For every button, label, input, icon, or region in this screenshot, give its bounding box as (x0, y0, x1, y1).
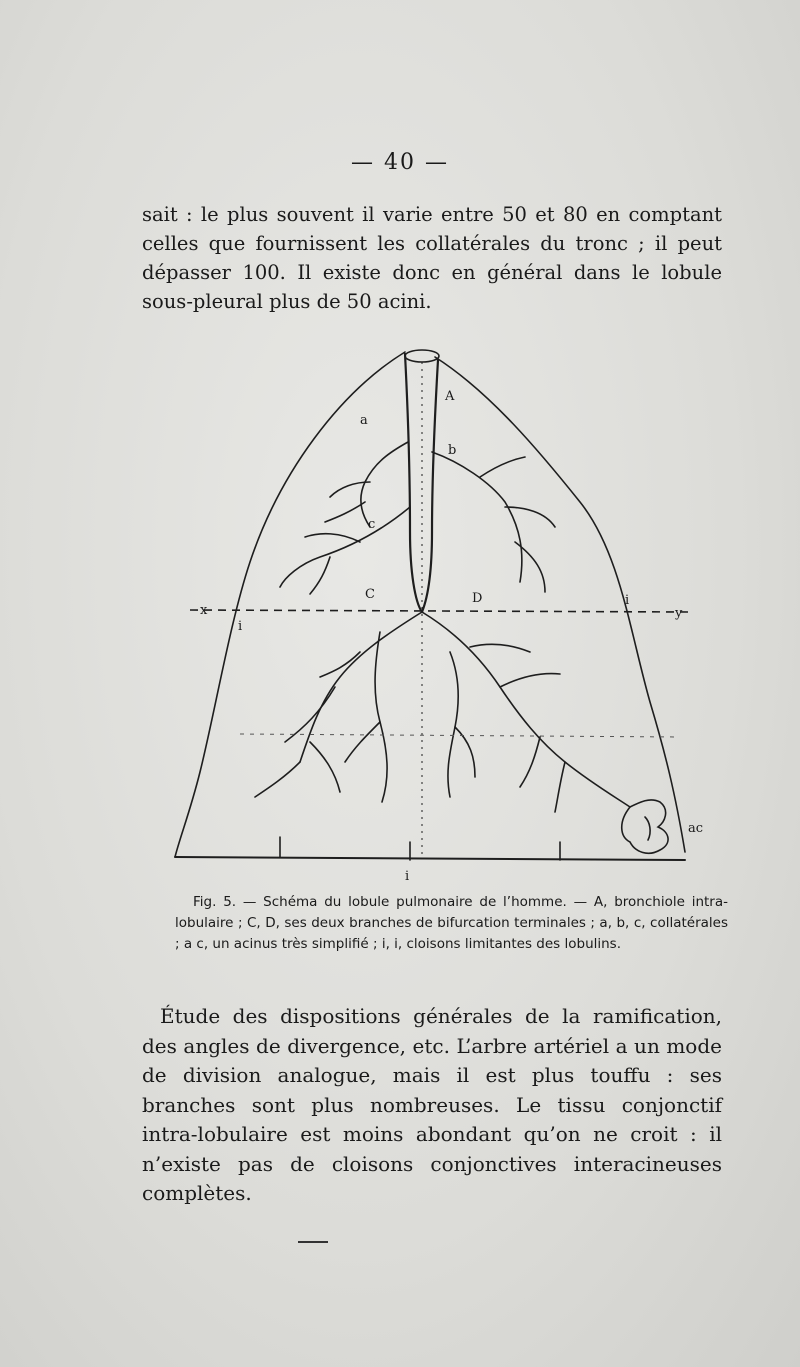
label-C: C (365, 587, 375, 602)
intro-paragraph: sait : le plus souvent il varie entre 50 et 80 en comptant celles que fournissent les collatérales du tronc ; il peut dépasser 100. Il existe donc en général dans le lobule sous-pleural plus de 50 acini. (142, 203, 722, 313)
label-y: y (675, 606, 683, 621)
body-paragraph: Étude des dispositions générales de la ramification, des angles de divergence, etc. L’arbre artériel a un mode de division analogue, mais il est plus touffu : ses branches sont plus nombreuses. Le tissu conjonctif intra-lobulaire est moins abondant qu’on ne croit : il n’existe pas de cloisons conjonctives interacineuses complètes. (142, 1004, 722, 1205)
page-number: — 40 — (351, 150, 449, 175)
label-a: a (360, 413, 368, 428)
label-i-left: i (238, 619, 243, 634)
page-end-mark (298, 1241, 328, 1243)
label-i-bottom: i (405, 869, 410, 884)
lobule-schematic-figure (160, 332, 720, 892)
label-D: D (472, 591, 483, 606)
label-c: c (368, 517, 376, 532)
label-ac: ac (688, 821, 704, 836)
label-i-right: i (625, 593, 630, 608)
figure-caption: Fig. 5. — Schéma du lobule pulmonaire de l’homme. — A, bronchiole intra-lobulaire ; C, D, ses deux branches de bifurcation terminales ; a, b, c, collatérales ; a c, un acinus très simplifié ; i, i, cloisons limitantes des lobulins. (175, 894, 728, 952)
label-A: A (445, 389, 455, 404)
label-x: x (200, 603, 208, 618)
label-b: b (448, 443, 457, 458)
